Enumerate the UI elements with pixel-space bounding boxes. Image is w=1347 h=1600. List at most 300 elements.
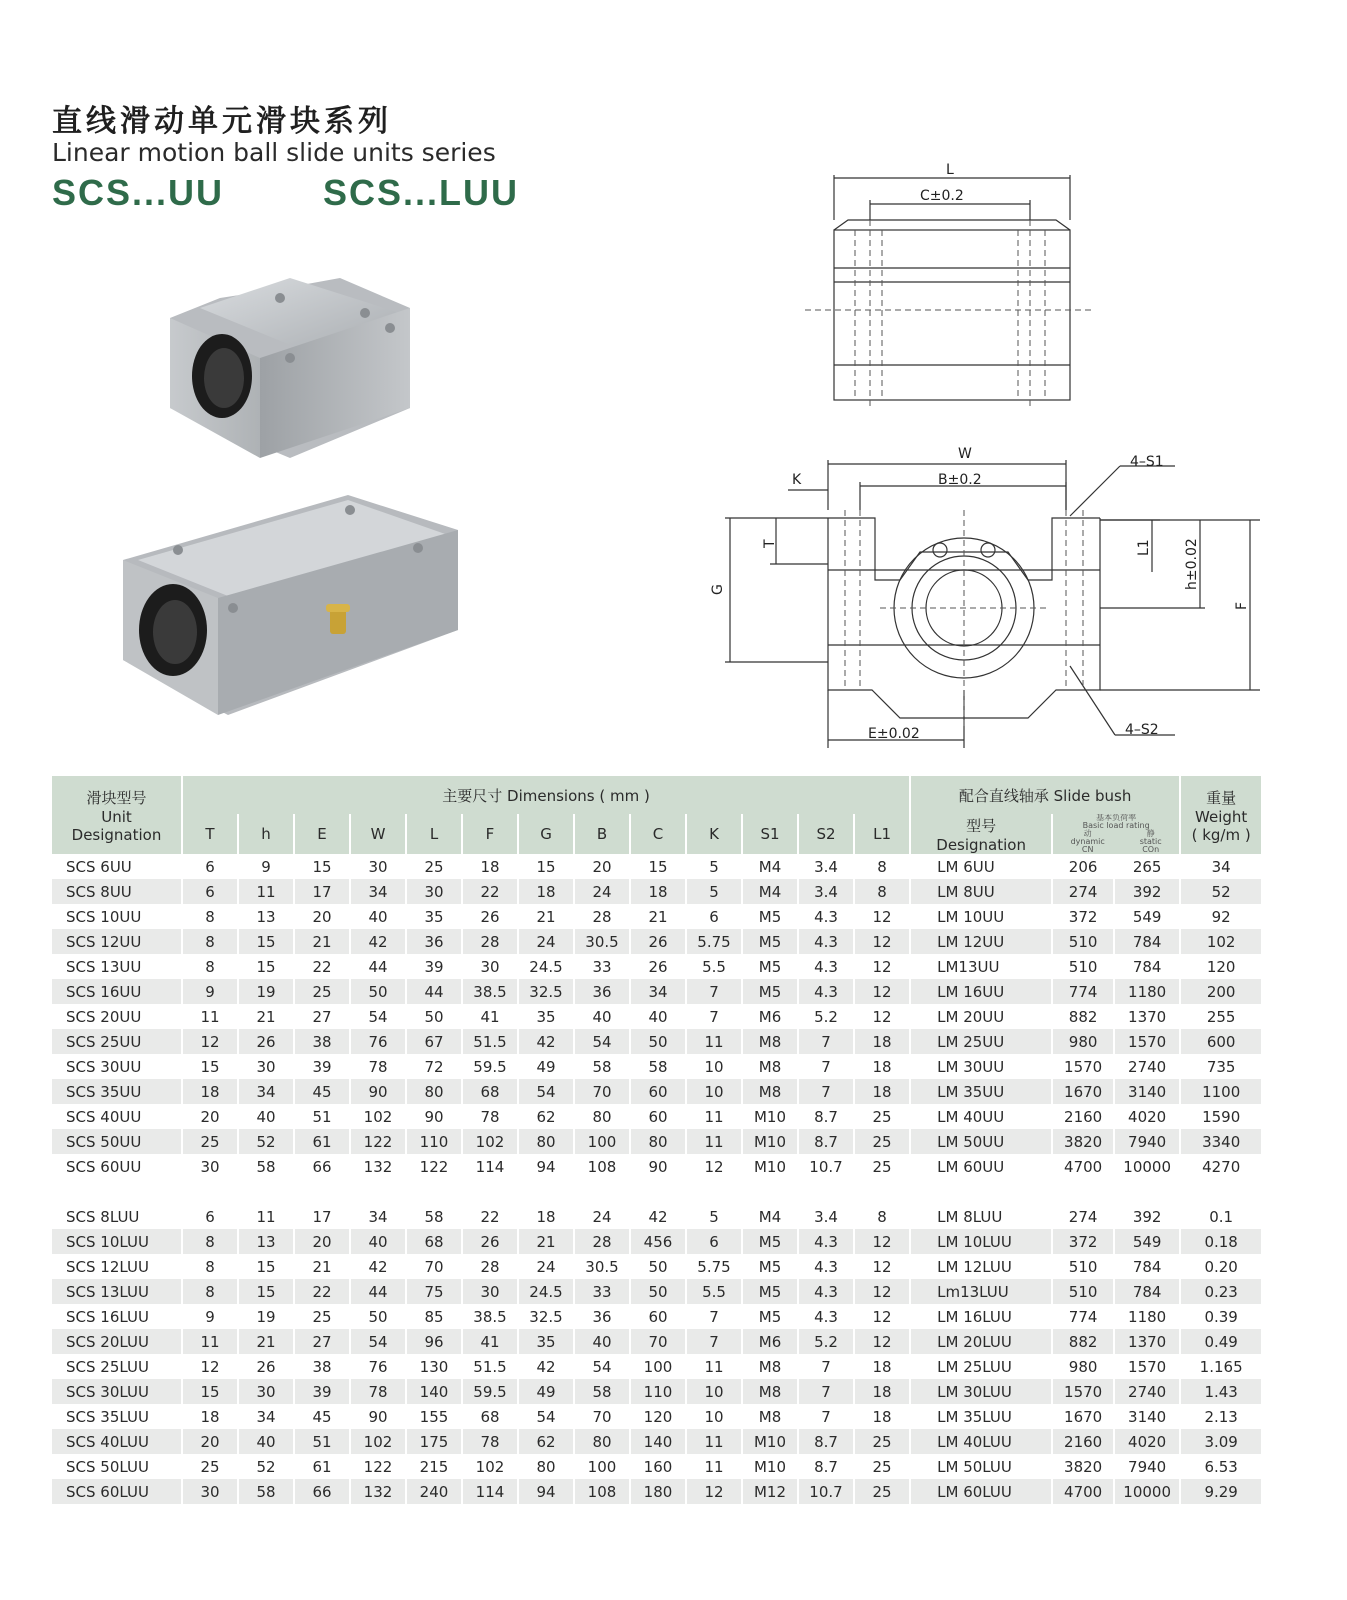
table-cell: 15 [294, 854, 350, 879]
table-cell: 11 [182, 1329, 238, 1354]
header-dynamic-en: dynamic [1070, 837, 1105, 846]
bush-designation-cell: LM 50UU [910, 1129, 1052, 1154]
table-cell: 3340 [1180, 1129, 1262, 1154]
table-cell: 15 [238, 929, 294, 954]
header-weight [1180, 776, 1262, 854]
table-cell: 60 [630, 1104, 686, 1129]
table-cell: 58 [238, 1479, 294, 1504]
table-cell: 26 [238, 1029, 294, 1054]
table-cell: 94 [518, 1479, 574, 1504]
table-cell: 132 [350, 1154, 406, 1179]
table-cell: 41 [462, 1329, 518, 1354]
table-cell: 24 [574, 879, 630, 904]
table-cell: 1370 [1114, 1329, 1180, 1354]
table-cell: 600 [1180, 1029, 1262, 1054]
table-cell: 774 [1052, 979, 1114, 1004]
table-cell: 54 [518, 1404, 574, 1429]
table-cell: 70 [574, 1404, 630, 1429]
table-cell: 18 [854, 1029, 910, 1054]
table-cell: 30 [462, 1279, 518, 1304]
bush-designation-cell: LM 16LUU [910, 1304, 1052, 1329]
table-cell: 22 [294, 954, 350, 979]
table-cell: 1.165 [1180, 1354, 1262, 1379]
table-cell: 90 [350, 1079, 406, 1104]
header-dim-w: W [350, 814, 406, 854]
table-cell: 58 [406, 1204, 462, 1229]
table-cell: 70 [630, 1329, 686, 1354]
table-cell: 8 [182, 1254, 238, 1279]
table-cell: 108 [574, 1479, 630, 1504]
table-cell: 58 [574, 1379, 630, 1404]
table-cell: 78 [462, 1429, 518, 1454]
dim-label-B: B±0.2 [938, 472, 982, 488]
table-cell: 50 [630, 1279, 686, 1304]
table-cell: 2.13 [1180, 1404, 1262, 1429]
header-dynamic-cn: 动 [1083, 829, 1092, 838]
table-cell: M10 [742, 1154, 798, 1179]
table-cell: 3.4 [798, 879, 854, 904]
table-cell: M5 [742, 1279, 798, 1304]
table-cell: 25 [854, 1429, 910, 1454]
table-cell: 784 [1114, 954, 1180, 979]
table-cell: 96 [406, 1329, 462, 1354]
table-cell: 11 [238, 879, 294, 904]
table-row [52, 1279, 1262, 1304]
table-cell: 206 [1052, 854, 1114, 879]
table-cell: 62 [518, 1429, 574, 1454]
table-cell: 5.2 [798, 1329, 854, 1354]
dim-label-F: F [1234, 601, 1250, 610]
table-cell: 26 [238, 1354, 294, 1379]
table-cell: 25 [854, 1479, 910, 1504]
table-cell: 4020 [1114, 1104, 1180, 1129]
table-cell: M10 [742, 1429, 798, 1454]
table-cell: 25 [854, 1104, 910, 1129]
table-cell: 85 [406, 1304, 462, 1329]
page-title-chinese: 直线滑动单元滑块系列 [52, 104, 392, 139]
table-cell: 30.5 [574, 929, 630, 954]
header-dim-e: E [294, 814, 350, 854]
bush-designation-cell: LM 10UU [910, 904, 1052, 929]
table-cell: 1570 [1052, 1379, 1114, 1404]
table-cell: 33 [574, 1279, 630, 1304]
table-cell: 80 [518, 1129, 574, 1154]
table-row [52, 929, 1262, 954]
table-cell: 8 [182, 1279, 238, 1304]
table-cell: 78 [350, 1379, 406, 1404]
table-cell: 15 [238, 954, 294, 979]
table-cell: 25 [182, 1129, 238, 1154]
table-cell: 510 [1052, 954, 1114, 979]
table-cell: 175 [406, 1429, 462, 1454]
table-cell: 35 [518, 1329, 574, 1354]
table-cell: 2160 [1052, 1429, 1114, 1454]
table-cell: 7 [686, 1304, 742, 1329]
table-cell: 4700 [1052, 1154, 1114, 1179]
table-cell: 4.3 [798, 904, 854, 929]
header-slide-bush: 配合直线轴承 Slide bush [910, 776, 1180, 814]
table-row [52, 1479, 1262, 1504]
table-cell: 1370 [1114, 1004, 1180, 1029]
table-cell: 35 [518, 1004, 574, 1029]
table-cell: 6 [182, 879, 238, 904]
table-row [52, 1404, 1262, 1429]
table-cell: 0.1 [1180, 1204, 1262, 1229]
table-cell: 39 [294, 1379, 350, 1404]
table-cell: 19 [238, 979, 294, 1004]
table-cell: 7 [798, 1054, 854, 1079]
table-cell: 140 [406, 1379, 462, 1404]
top-view-drawing [800, 160, 1100, 424]
table-cell: 8.7 [798, 1104, 854, 1129]
table-cell: 122 [406, 1154, 462, 1179]
dim-label-L1: L1 [1136, 539, 1152, 556]
table-cell: 52 [1180, 879, 1262, 904]
table-cell: 9 [182, 1304, 238, 1329]
table-cell: 28 [574, 904, 630, 929]
table-cell: 11 [182, 1004, 238, 1029]
table-cell: 549 [1114, 904, 1180, 929]
table-cell: 80 [630, 1129, 686, 1154]
table-cell: 25 [854, 1154, 910, 1179]
table-cell: 12 [686, 1154, 742, 1179]
unit-designation-cell: SCS 40LUU [52, 1429, 182, 1454]
table-cell: 240 [406, 1479, 462, 1504]
bush-designation-cell: LM 25LUU [910, 1354, 1052, 1379]
unit-designation-cell: SCS 16UU [52, 979, 182, 1004]
table-row [52, 954, 1262, 979]
table-cell: 3140 [1114, 1079, 1180, 1104]
table-cell: 11 [686, 1354, 742, 1379]
table-cell: 20 [294, 1229, 350, 1254]
table-cell: 5.75 [686, 1254, 742, 1279]
table-cell: 9 [238, 854, 294, 879]
table-cell: 42 [350, 929, 406, 954]
header-static-unit: COn [1142, 845, 1160, 854]
table-cell: 0.18 [1180, 1229, 1262, 1254]
table-cell: 26 [462, 904, 518, 929]
table-row [52, 1329, 1262, 1354]
table-cell: 114 [462, 1479, 518, 1504]
table-row [52, 1004, 1262, 1029]
header-static-cn: 静 [1146, 829, 1155, 838]
table-cell: 8 [854, 879, 910, 904]
header-dim-k: K [686, 814, 742, 854]
table-cell: 12 [854, 1329, 910, 1354]
table-cell: 20 [182, 1104, 238, 1129]
bush-designation-cell: LM13UU [910, 954, 1052, 979]
table-cell: 50 [630, 1254, 686, 1279]
unit-designation-cell: SCS 10LUU [52, 1229, 182, 1254]
table-cell: 7 [686, 1329, 742, 1354]
table-cell: 18 [854, 1054, 910, 1079]
table-cell: 1670 [1052, 1404, 1114, 1429]
table-cell: 3.4 [798, 854, 854, 879]
header-bush-designation-en: Designation [936, 835, 1026, 854]
table-cell: 50 [406, 1004, 462, 1029]
table-cell: 54 [574, 1354, 630, 1379]
table-row [52, 1029, 1262, 1054]
table-cell: 40 [350, 904, 406, 929]
table-cell: 274 [1052, 1204, 1114, 1229]
table-cell: 45 [294, 1079, 350, 1104]
table-cell: 21 [238, 1329, 294, 1354]
table-cell: 8 [854, 1204, 910, 1229]
table-cell: 4700 [1052, 1479, 1114, 1504]
table-cell: M4 [742, 1204, 798, 1229]
table-cell: 100 [574, 1129, 630, 1154]
table-cell: 882 [1052, 1004, 1114, 1029]
table-cell: 11 [686, 1129, 742, 1154]
table-cell: 76 [350, 1029, 406, 1054]
table-cell: 62 [518, 1104, 574, 1129]
header-unit-designation [52, 776, 182, 854]
header-bush-cn: 型号 [966, 816, 997, 835]
table-cell: 4.3 [798, 1279, 854, 1304]
table-cell: 24 [574, 1204, 630, 1229]
table-cell: M5 [742, 1229, 798, 1254]
header-dynamic-unit: CN [1081, 845, 1094, 854]
table-cell: 68 [406, 1229, 462, 1254]
table-cell: 7 [798, 1404, 854, 1429]
table-cell: M8 [742, 1379, 798, 1404]
table-cell: 75 [406, 1279, 462, 1304]
table-cell: 33 [574, 954, 630, 979]
table-cell: M5 [742, 979, 798, 1004]
table-cell: 26 [630, 929, 686, 954]
bush-designation-cell: LM 35LUU [910, 1404, 1052, 1429]
unit-designation-cell: SCS 12UU [52, 929, 182, 954]
table-cell: 59.5 [462, 1379, 518, 1404]
table-cell: 102 [350, 1429, 406, 1454]
table-cell: 120 [1180, 954, 1262, 979]
bush-designation-cell: LM 20LUU [910, 1329, 1052, 1354]
spec-table [52, 776, 1263, 1504]
table-cell: M8 [742, 1054, 798, 1079]
table-row [52, 1054, 1262, 1079]
table-cell: 12 [854, 904, 910, 929]
table-cell: 51.5 [462, 1029, 518, 1054]
table-cell: 1590 [1180, 1104, 1262, 1129]
table-cell: 784 [1114, 1254, 1180, 1279]
unit-designation-cell: SCS 50LUU [52, 1454, 182, 1479]
table-cell: 67 [406, 1029, 462, 1054]
table-cell: 80 [574, 1429, 630, 1454]
table-cell: 255 [1180, 1004, 1262, 1029]
table-cell: 49 [518, 1379, 574, 1404]
unit-designation-cell: SCS 25UU [52, 1029, 182, 1054]
table-cell: M10 [742, 1104, 798, 1129]
table-cell: 24.5 [518, 954, 574, 979]
table-cell: 4270 [1180, 1154, 1262, 1179]
table-cell: 5 [686, 879, 742, 904]
table-cell: 42 [630, 1204, 686, 1229]
dim-label-T: T [762, 539, 778, 548]
table-cell: 5.5 [686, 954, 742, 979]
table-cell: 60 [630, 1304, 686, 1329]
bush-designation-cell: LM 40UU [910, 1104, 1052, 1129]
bush-designation-cell: LM 16UU [910, 979, 1052, 1004]
table-cell: 0.20 [1180, 1254, 1262, 1279]
bush-designation-cell: Lm13LUU [910, 1279, 1052, 1304]
table-cell: 60 [630, 1079, 686, 1104]
table-row [52, 1254, 1262, 1279]
table-cell: 61 [294, 1129, 350, 1154]
dim-label-E: E±0.02 [868, 726, 920, 742]
table-cell: 102 [462, 1129, 518, 1154]
table-cell: 160 [630, 1454, 686, 1479]
table-cell: 25 [406, 854, 462, 879]
bush-designation-cell: LM 30UU [910, 1054, 1052, 1079]
table-cell: 11 [686, 1429, 742, 1454]
table-cell: 28 [462, 929, 518, 954]
table-cell: 10000 [1114, 1479, 1180, 1504]
header-dim-c: C [630, 814, 686, 854]
table-cell: 18 [518, 1204, 574, 1229]
table-cell: 274 [1052, 879, 1114, 904]
unit-designation-cell: SCS 30LUU [52, 1379, 182, 1404]
table-cell: 54 [350, 1004, 406, 1029]
bush-designation-cell: LM 35UU [910, 1079, 1052, 1104]
table-cell: 21 [294, 929, 350, 954]
table-row [52, 1379, 1262, 1404]
header-dim-s2: S2 [798, 814, 854, 854]
table-cell: M12 [742, 1479, 798, 1504]
table-cell: 140 [630, 1429, 686, 1454]
table-cell: 11 [238, 1204, 294, 1229]
table-cell: 392 [1114, 1204, 1180, 1229]
bush-designation-cell: LM 8UU [910, 879, 1052, 904]
dim-label-S1: 4–S1 [1130, 454, 1164, 470]
table-cell: M10 [742, 1129, 798, 1154]
table-cell: 9 [182, 979, 238, 1004]
table-cell: 90 [630, 1154, 686, 1179]
table-cell: 8 [182, 904, 238, 929]
table-cell: 1100 [1180, 1079, 1262, 1104]
table-row [52, 1104, 1262, 1129]
table-cell: 11 [686, 1104, 742, 1129]
header-dim-h: h [238, 814, 294, 854]
table-cell: 80 [574, 1104, 630, 1129]
unit-designation-cell: SCS 20UU [52, 1004, 182, 1029]
table-body-luu [52, 1204, 1262, 1504]
unit-designation-cell: SCS 60LUU [52, 1479, 182, 1504]
table-cell: 7940 [1114, 1454, 1180, 1479]
table-cell: 45 [294, 1404, 350, 1429]
table-cell: 34 [238, 1079, 294, 1104]
header-bush-designation [910, 814, 1052, 854]
table-row [52, 1429, 1262, 1454]
table-cell: 32.5 [518, 979, 574, 1004]
table-cell: 38 [294, 1029, 350, 1054]
table-cell: 54 [574, 1029, 630, 1054]
table-cell: 44 [350, 954, 406, 979]
table-cell: 18 [854, 1379, 910, 1404]
table-cell: 4.3 [798, 954, 854, 979]
table-cell: 39 [406, 954, 462, 979]
table-cell: 80 [406, 1079, 462, 1104]
table-cell: 372 [1052, 1229, 1114, 1254]
table-cell: 12 [854, 979, 910, 1004]
table-cell: 102 [462, 1454, 518, 1479]
table-cell: 110 [406, 1129, 462, 1154]
table-cell: 25 [182, 1454, 238, 1479]
table-cell: 30 [182, 1479, 238, 1504]
header-weight-cn: 重量 [1206, 788, 1237, 807]
table-cell: 49 [518, 1054, 574, 1079]
table-row [52, 904, 1262, 929]
table-cell: 51 [294, 1429, 350, 1454]
table-cell: 5 [686, 854, 742, 879]
unit-designation-cell: SCS 8LUU [52, 1204, 182, 1229]
table-cell: 25 [294, 979, 350, 1004]
table-cell: 22 [294, 1279, 350, 1304]
table-cell: 40 [630, 1004, 686, 1029]
table-cell: 54 [350, 1329, 406, 1354]
table-cell: 30 [238, 1054, 294, 1079]
dim-label-h: h±0.02 [1184, 538, 1200, 590]
table-cell: 0.49 [1180, 1329, 1262, 1354]
table-cell: 80 [518, 1454, 574, 1479]
table-cell: 32.5 [518, 1304, 574, 1329]
table-cell: 4.3 [798, 1304, 854, 1329]
table-cell: 24 [518, 1254, 574, 1279]
bush-designation-cell: LM 30LUU [910, 1379, 1052, 1404]
table-cell: 10.7 [798, 1154, 854, 1179]
table-row [52, 1079, 1262, 1104]
table-cell: 510 [1052, 1279, 1114, 1304]
table-cell: 20 [182, 1429, 238, 1454]
table-cell: 549 [1114, 1229, 1180, 1254]
table-cell: 92 [1180, 904, 1262, 929]
table-cell: M8 [742, 1354, 798, 1379]
table-cell: 17 [294, 1204, 350, 1229]
table-cell: 6.53 [1180, 1454, 1262, 1479]
table-cell: 200 [1180, 979, 1262, 1004]
bush-designation-cell: LM 50LUU [910, 1454, 1052, 1479]
header-weight-en: Weight [1195, 807, 1248, 826]
table-cell: 12 [854, 1254, 910, 1279]
table-cell: M5 [742, 904, 798, 929]
table-cell: M8 [742, 1404, 798, 1429]
header-designation-en: Designation [71, 825, 162, 844]
unit-designation-cell: SCS 35UU [52, 1079, 182, 1104]
bush-designation-cell: LM 12LUU [910, 1254, 1052, 1279]
table-cell: 12 [854, 954, 910, 979]
table-cell: 18 [854, 1404, 910, 1429]
table-cell: 52 [238, 1129, 294, 1154]
bush-designation-cell: LM 60UU [910, 1154, 1052, 1179]
header-dim-g: G [518, 814, 574, 854]
bush-designation-cell: LM 60LUU [910, 1479, 1052, 1504]
table-cell: 7 [686, 979, 742, 1004]
table-cell: 372 [1052, 904, 1114, 929]
table-cell: 215 [406, 1454, 462, 1479]
table-cell: 4.3 [798, 929, 854, 954]
table-cell: 1.43 [1180, 1379, 1262, 1404]
product-photo-uu [160, 268, 420, 468]
table-cell: 22 [462, 879, 518, 904]
table-cell: 774 [1052, 1304, 1114, 1329]
table-cell: 42 [518, 1354, 574, 1379]
table-cell: 38.5 [462, 1304, 518, 1329]
header-load-rating [1052, 814, 1180, 854]
table-cell: 34 [238, 1404, 294, 1429]
table-row [52, 1454, 1262, 1479]
table-cell: 3.4 [798, 1204, 854, 1229]
table-cell: 7 [798, 1354, 854, 1379]
header-dim-f: F [462, 814, 518, 854]
